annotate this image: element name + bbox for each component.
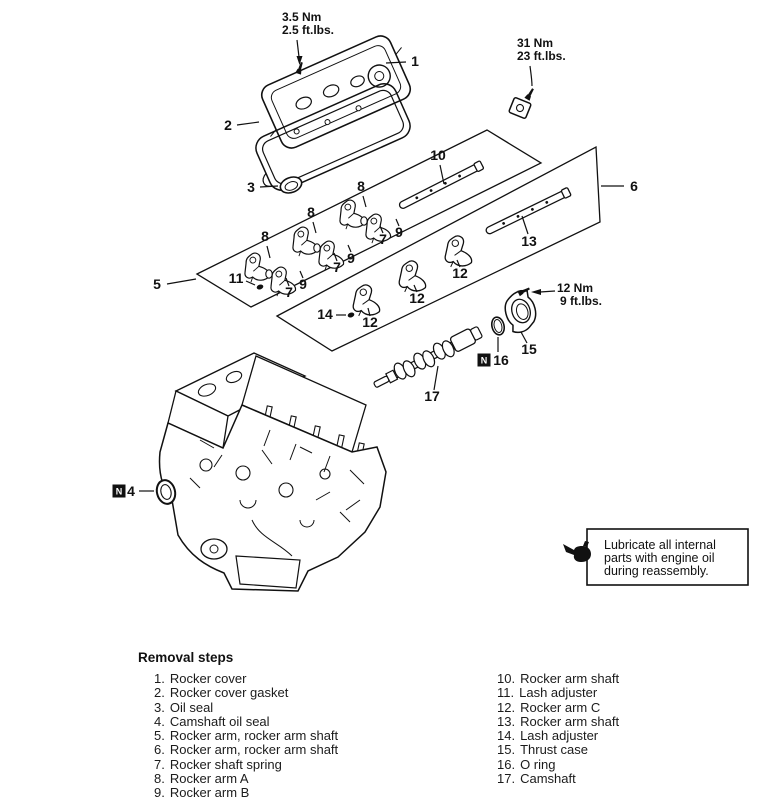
- removal-step-item: [154, 701, 338, 715]
- callout-4: 4: [127, 483, 135, 499]
- callout-leader-17: [434, 366, 438, 390]
- step-label: Thrust case: [520, 742, 588, 758]
- callout-15: 15: [521, 341, 537, 357]
- step-number: 2.: [154, 685, 165, 701]
- rocker-arm-c: [351, 284, 380, 317]
- callout-9: 9: [395, 224, 403, 240]
- removal-steps-left-column: [154, 672, 338, 801]
- callout-13: 13: [521, 233, 537, 249]
- callout-leader-8: [363, 196, 366, 207]
- callout-7: 7: [333, 259, 341, 275]
- step-label: Rocker shaft spring: [169, 756, 282, 772]
- bolt-icon: [524, 87, 535, 100]
- removal-step-item: [154, 715, 338, 729]
- step-label: O ring: [520, 756, 556, 772]
- removal-step-item: [497, 729, 619, 743]
- step-label: Camshaft: [520, 771, 576, 787]
- removal-step-item: [154, 729, 338, 743]
- removal-step-item: [154, 758, 338, 772]
- step-label: Rocker arm shaft: [520, 713, 620, 729]
- callout-16: 16: [493, 352, 509, 368]
- step-label: Rocker arm, rocker arm shaft: [169, 742, 339, 758]
- step-number: 17.: [497, 771, 516, 787]
- step-number: 14.: [497, 728, 516, 744]
- callout-leader-8: [313, 222, 316, 233]
- step-number: 4.: [154, 713, 165, 729]
- step-label: Rocker arm B: [169, 785, 250, 801]
- callout-12: 12: [452, 265, 468, 281]
- arrowhead: [531, 289, 541, 295]
- removal-steps-right-column: [497, 672, 619, 786]
- removal-step-item: [497, 715, 619, 729]
- removal-step-item: [154, 786, 338, 800]
- o-ring: [490, 316, 506, 336]
- oil-can-icon: [563, 541, 591, 562]
- step-number: 9.: [154, 785, 165, 801]
- step-label: Camshaft oil seal: [169, 713, 270, 729]
- callout-3: 3: [247, 179, 255, 195]
- callout-leader-3: [260, 186, 278, 187]
- callout-8: 8: [261, 228, 269, 244]
- lash-adjuster-dot: [256, 284, 264, 291]
- step-label: Rocker arm, rocker arm shaft: [169, 728, 339, 744]
- step-number: 3.: [154, 699, 165, 715]
- callout-9: 9: [347, 250, 355, 266]
- note-line: parts with engine oil: [604, 551, 715, 565]
- step-number: 7.: [154, 756, 165, 772]
- camshaft: [370, 323, 484, 394]
- callout-leader-11: [246, 281, 255, 285]
- step-number: 13.: [497, 713, 516, 729]
- callout-14: 14: [317, 306, 333, 322]
- removal-step-item: [154, 672, 338, 686]
- callout-9: 9: [299, 276, 307, 292]
- removal-step-item: [497, 743, 619, 757]
- step-label: Lash adjuster: [519, 685, 598, 701]
- step-number: 1.: [154, 671, 165, 686]
- step-label: Rocker arm A: [169, 771, 249, 787]
- step-label: Rocker arm C: [520, 699, 601, 715]
- callout-leader-8: [267, 246, 270, 258]
- callout-6: 6: [630, 178, 638, 194]
- callout-12: 12: [409, 290, 425, 306]
- callout-leader-13: [522, 216, 528, 234]
- step-number: 15.: [497, 742, 516, 758]
- removal-step-item: [497, 701, 619, 715]
- step-number: 6.: [154, 742, 165, 758]
- torque-value-ftlbs: 23 ft.lbs.: [517, 49, 566, 63]
- step-number: 5.: [154, 728, 165, 744]
- step-label: Rocker cover gasket: [169, 685, 289, 701]
- step-label: Oil seal: [169, 699, 214, 715]
- step-number: 12.: [497, 699, 516, 715]
- step-number: 16.: [497, 756, 516, 772]
- callout-8: 8: [357, 178, 365, 194]
- removal-step-item: [497, 672, 619, 686]
- callout-8: 8: [307, 204, 315, 220]
- step-number: 10.: [497, 671, 516, 686]
- callout-12: 12: [362, 314, 378, 330]
- step-number: 8.: [154, 771, 165, 787]
- removal-step-item: [497, 758, 619, 772]
- torque-value: 31 Nm: [517, 36, 554, 50]
- torque-value-ftlbs: 9 ft.lbs.: [560, 294, 603, 308]
- callout-11: 11: [228, 270, 244, 286]
- lash-adjuster-dot: [347, 312, 355, 319]
- step-label: Lash adjuster: [520, 728, 599, 744]
- removal-step-item: [154, 743, 338, 757]
- step-label: Rocker cover: [169, 671, 247, 686]
- torque-head-bolt: [509, 36, 566, 119]
- callout-7: 7: [379, 231, 387, 247]
- callout-5: 5: [153, 276, 161, 292]
- rocker-arm-c: [397, 260, 426, 293]
- n-mark-label: N: [115, 486, 123, 497]
- removal-step-item: [154, 772, 338, 786]
- callout-2: 2: [224, 117, 232, 133]
- rocker-arm-shaft-13: [485, 187, 572, 235]
- callout-leader-5: [167, 279, 196, 284]
- step-label: Rocker arm shaft: [520, 671, 620, 686]
- removal-step-item: [497, 772, 619, 786]
- engine-block: [160, 353, 387, 591]
- note-line: Lubricate all internal: [604, 538, 716, 552]
- callout-1: 1: [411, 53, 419, 69]
- washer: [509, 97, 532, 119]
- torque-value-ftlbs: 2.5 ft.lbs.: [282, 23, 335, 37]
- removal-step-item: [154, 686, 338, 700]
- note-box: [563, 529, 748, 585]
- torque-value: 3.5 Nm: [282, 10, 322, 24]
- callout-leader-2: [237, 122, 259, 125]
- removal-steps-heading: Removal steps: [138, 650, 234, 665]
- torque-value: 12 Nm: [557, 281, 594, 295]
- callout-7: 7: [285, 284, 293, 300]
- note-line: during reassembly.: [604, 564, 709, 578]
- removal-step-item: [497, 686, 619, 700]
- callout-17: 17: [424, 388, 440, 404]
- n-mark-label: N: [480, 355, 488, 366]
- callout-10: 10: [430, 147, 446, 163]
- step-number: 11.: [497, 685, 515, 701]
